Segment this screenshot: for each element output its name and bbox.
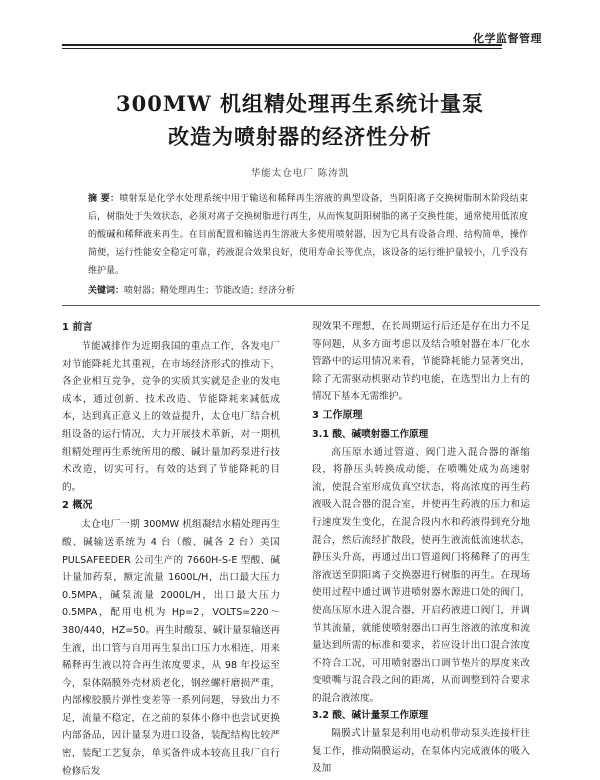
abstract-divider <box>62 305 540 306</box>
section-1-heading: 1 前言 <box>62 322 93 333</box>
abstract-block <box>88 190 528 280</box>
right-column <box>312 318 530 778</box>
continued-paragraph: 现效果不理想，在长周期运行后还是存在出力不足等问题，从多方面考虑以及结合喷射器在本厂化水管路中的运用情况来看，节能降耗能力显著突出，除了无需驱动机驱动节约电能，在选型出力上有的情况下基本无需维护。 <box>312 321 530 403</box>
section-3-2-heading: 3.2 酸、碱计量泵工作原理 <box>312 710 429 722</box>
left-column <box>62 318 280 780</box>
keywords-text: 喷射器；精处理再生；节能改造；经济分析 <box>124 286 296 296</box>
header-rule-thin <box>62 48 502 49</box>
keywords-block <box>88 283 528 296</box>
abstract-text: 喷射泵是化学水处理系统中用于输送和稀释再生溶液的典型设备，当阴阳离子交换树脂制木阶段结束后，树脂处于失效状态，必须对离子交换树脂进行再生，从而恢复阴阳树脂的离子交换性能，通常使用低浓度的酸碱和稀释液来再生。在目前配置和输送再生溶液大多使用喷射器，因为它具有设备合理、结构简单，操作简便，运行性能安全稳定可靠，药液混合效果良好，使用寿命长等优点，该设备的运行维护量较小，几乎没有维护量。 <box>88 194 528 276</box>
section-2-heading: 2 概况 <box>62 500 93 512</box>
paper-authors: 华能太仓电厂 陈涛凯 <box>250 168 350 179</box>
header-rule <box>62 44 502 46</box>
abstract-label: 摘 要： <box>88 194 120 204</box>
keywords-label: 关键词： <box>88 286 125 296</box>
section-3-2-paragraph: 隔膜式计量泵是利用电动机带动泵头连接杆往复工作，推动隔膜运动，在泵体内完成液体的吸入及加 <box>312 728 530 775</box>
section-1-paragraph: 节能减排作为近期我国的重点工作，各发电厂对节能降耗尤其重视，在市场经济形式的推动下，各企业相互竞争，竞争的实质其实就是企业的发电成本，通过创新、技术改造、节能降耗来减低成本，达到真正意义上的效益提升，太仓电厂结合机组设备的运行情况，大力开展技术革新，对一期机组精处理再生系统所用的酸、碱计量加药泵进行技术改造，切实可行，有效的达到了节能降耗的目的。 <box>62 341 280 493</box>
paper-title-line1: 300MW 机组精处理再生系统计量泵 <box>116 91 484 116</box>
section-3-heading: 3 工作原理 <box>312 409 363 421</box>
section-3-1-heading: 3.1 酸、碱喷射器工作原理 <box>312 428 429 440</box>
section-2-paragraph: 太仓电厂一期 300MW 机组凝结水精处理再生酸、碱输送系统为 4 台（酸、碱各 2 台）美国PULSAFEEDER 公司生产的 7660H-S-E 型酸、碱计量加药泵，额定流量 1600L/H，出口最大压力0.5MPA，碱泵流量 2000L/H，出口最大压力0.5MPA，配用电机为 Hp=2，VOLTS=220～380/440，HZ=50。再生时酸泵、碱计量泵输送再生液，出口管与自用再生泵出口压力水相连，用来稀释再生液以符合再生浓度要求，从 98 年投运至今，泵体隔膜外壳材质老化，钢丝螺杆磨损严重，内部橡胶膜片弹性变差等一系列问题，导致出力不足，流量不稳定，在之前的泵体小修中也尝试更换内部备品，因计量泵为进口设备，装配结构比较严密，装配工艺复杂，单买备件成本较高且我厂自行检修后发 <box>62 519 280 777</box>
section-3-1-paragraph: 高压原水通过管道、阀门进入混合器的渐缩段，将静压头转换成动能，在喷嘴处成为高速射流，使混合室形成负真空状态，将高浓度的再生药液吸入混合器的混合室，并使再生药液的压力和运行速度发生变化，在混合段内水和药液得到充分地混合，然后流经扩散段，使再生液流低流速状态，静压头升高，再通过出口管道阀门将稀释了的再生溶液送至阴阳离子交换器进行树脂的再生。在现场使用过程中通过调节进喷射器水源进口处的阀门，使高压原水进入混合器，开启药液进口阀门，并调节其流量，就能使喷射器出口再生溶液的浓度和流量达到所需的标准和要求，若应设计出口混合浓度不符合工况，可用喷射器出口调节垫片的厚度来改变喷嘴与混合段之间的距离，从而调整到符合要求的混合液浓度。 <box>312 446 530 704</box>
paper-title-line2: 改造为喷射器的经济性分析 <box>168 124 432 149</box>
journal-section-label: 化学监督管理 <box>473 32 542 45</box>
